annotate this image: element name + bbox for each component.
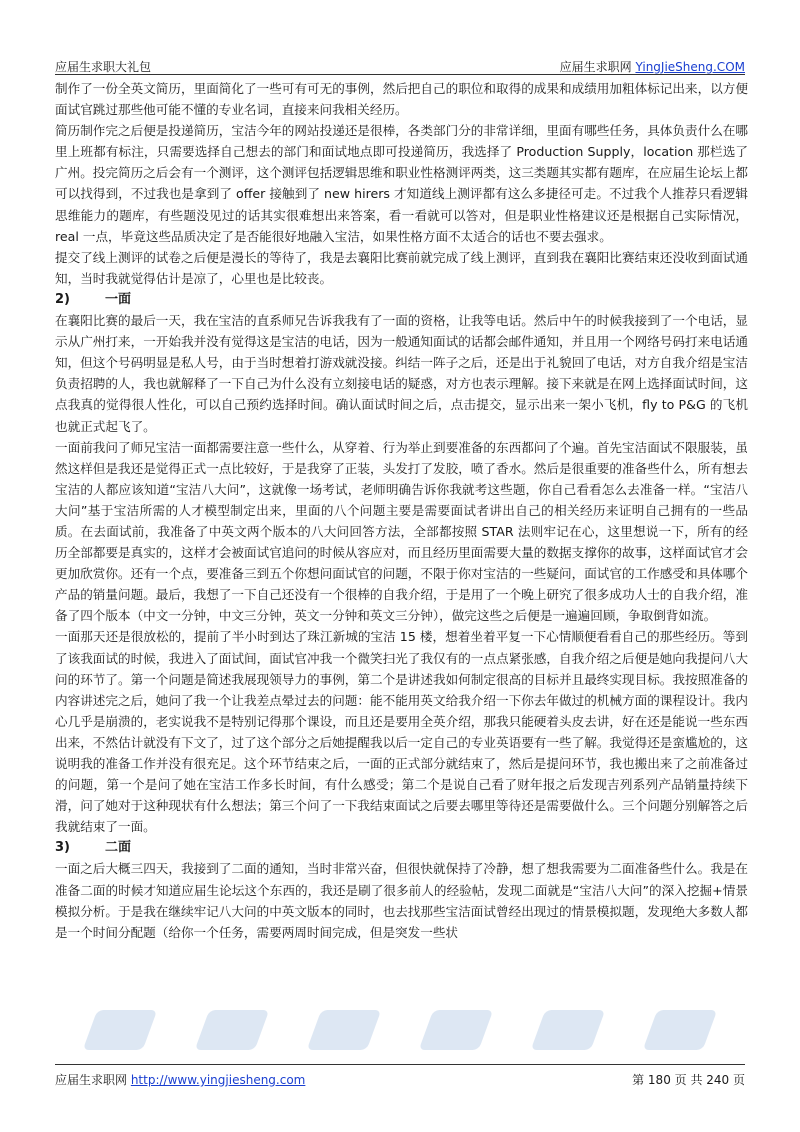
watermark-icon [419,1010,494,1050]
footer-site-label: 应届生求职网 [55,1073,131,1087]
paragraph: 制作了一份全英文简历，里面简化了一些可有可无的事例，然后把自己的职位和取得的成果和成绩用加粗体标记出来，以方便面试官跳过那些他可能不懂的专业名词，直接来问我相关经历。 [55,81,748,118]
paragraph: 一面之后大概三四天，我接到了二面的通知，当时非常兴奋，但很快就保持了冷静，想了想我需要为二面准备些什么。我是在准备二面的时候才知道应届生论坛这个东西的，我还是刷了很多前人的经验帖，发现二面就是“宝洁八大问”的深入挖掘+情景模拟分析。于是我在继续牢记八大问的中英文版本的同时，也去找那些宝洁面试曾经出现过的情景模拟题，发现绝大多数人都是一个时间分配题（给你一个任务，需要两周时间完成，但是突发一些状 [55,861,748,940]
watermark-icon [83,1010,158,1050]
footer-site-link[interactable]: http://www.yingjiesheng.com [130,1073,306,1087]
section-heading-first-interview [55,289,748,310]
watermark-icon [531,1010,606,1050]
watermark-icon [195,1010,270,1050]
header-site [560,58,745,75]
section-title: 一面 [105,291,132,307]
section-number: 3) [55,840,70,856]
footer-site [55,1071,305,1088]
section-title: 二面 [105,840,132,856]
watermark-icon [307,1010,382,1050]
paragraph: 提交了线上测评的试卷之后便是漫长的等待了，我是去襄阳比赛前就完成了线上测评，直到我在襄阳比赛结束还没收到面试通知，当时我就觉得估计是凉了，心里也是比较丧。 [55,249,748,286]
header-title: 应届生求职大礼包 [55,60,152,74]
section-number: 2) [55,291,70,307]
page-header [55,54,745,75]
section-heading-second-interview [55,837,748,858]
paragraph: 一面前我问了师兄宝洁一面都需要注意一些什么，从穿着、行为举止到要准备的东西都问了个遍。首先宝洁面试不限服装，虽然这样但是我还是觉得正式一点比较好，于是我穿了正装，头发打了发胶，喷了香水。然后是很重要的准备些什么，所有想去宝洁的人都应该知道“宝洁八大问”，这就像一场考试，老师明确告诉你我就考这些题，你自己看看怎么去准备一样。“宝洁八大问”基于宝洁所需的人才模型制定出来，里面的八个问题主要是需要面试者讲出自己的相关经历来证明自己拥有的一些品质。在去面试前，我准备了中英文两个版本的八大问回答方法，全部都按照 STAR 法则牢记在心，这里想说一下，所有的经历全部都要是真实的，这样才会被面试官追问的时候从容应对，而且经历里面需要大量的数据支撑你的故事，这样面试官才会更加欣赏你。还有一个点，要准备三到五个你想问面试官的问题，不限于你对宝洁的一些疑问，面试官的工作感受和具体哪个产品的销量问题。最后，我想了一下自己还没有一个很棒的自我介绍，于是用了一个晚上研究了很多成功人士的自我介绍，准备了四个版本（中文一分钟，中文三分钟，英文一分钟和英文三分钟），做完这些之后便是一遍遍回顾，争取倒背如流。 [55,439,748,624]
paragraph: 在襄阳比赛的最后一天，我在宝洁的直系师兄告诉我我有了一面的资格，让我等电话。然后中午的时候我接到了一个电话，显示从广州打来，一开始我并没有觉得这是宝洁的电话，因为一般通知面试的话都会邮件通知，并且用一个网络号码打来电话通知，但这个号码明显是私人号，由于当时想着打游戏就没接。纠结一阵子之后，还是出于礼貌回了电话，对方自我介绍是宝洁负责招聘的人，我也就解释了一下自己为什么没有立刻接电话的疑惑，对方也表示理解。接下来就是在网上选择面试时间，这点我真的觉得很人性化，可以自己预约选择时间。确认面试时间之后，点击提交，显示出来一架小飞机，fly to P&G 的飞机也就正式起飞了。 [55,313,748,434]
watermark-icon [643,1010,718,1050]
paragraph: 简历制作完之后便是投递简历，宝洁今年的网站投递还是很棒，各类部门分的非常详细，里面有哪些任务，具体负责什么在哪里上班都有标注，只需要选择自己想去的部门和面试地点即可投递简历，我选择了 Production Supply，location 那栏选了广州。投完简历之后会有一个测评，这个测评包括逻辑思维和职业性格测评两类，这三类题其实都有题库，在应届生论坛上都可以找得到，不过我也是拿到了 offer 接触到了 new hirers 才知道线上测评都有这么多捷径可走。不过我个人推荐只看逻辑思维能力的题库，有些题没见过的话其实很难想出来答案，看一看就可以答对，但是职业性格建议还是根据自己实际情况，real 一点，毕竟这些品质决定了是否能很好地融入宝洁，如果性格方面不太适合的话也不要去强求。 [55,123,748,244]
page-footer [55,1064,745,1085]
paragraph: 一面那天还是很放松的，提前了半小时到达了珠江新城的宝洁 15 楼，想着坐着平复一下心情顺便看看自己的那些经历。等到了该我面试的时候，我进入了面试间，面试官冲我一个微笑扫光了我仅有的一点点紧张感，自我介绍之后便是她向我提问八大问的环节了。第一个问题是简述我展现领导力的事例，第二个是讲述我如何制定很高的目标并且最终实现目标。我按照准备的内容讲述完之后，她问了我一个让我差点晕过去的问题：能不能用英文给我介绍一下你去年做过的机械方面的课程设计。我内心几乎是崩溃的，老实说我不是特别记得那个课设，而且还是要用全英介绍，那我只能硬着头皮去讲，好在还是能说一些东西出来，不然估计就没有下文了，过了这个部分之后她提醒我以后一定自己的专业英语要有一些了解。我觉得还是蛮尴尬的，这说明我的准备工作并没有很充足。这个环节结束之后，一面的正式部分就结束了，然后是提问环节，我也搬出来了之前准备过的问题，第一个是问了她在宝洁工作多长时间，有什么感受；第二个是说自己看了财年报之后发现吉列系列产品销量持续下滑，问了她对于这种现状有什么想法；第三个问了一下我结束面试之后要去哪里等待还是需要做什么。三个问题分别解答之后我就结束了一面。 [55,629,748,835]
page-number: 第 180 页 共 240 页 [632,1073,745,1087]
document-body [55,78,748,943]
watermark-logos [90,1010,710,1070]
header-site-label: 应届生求职网 [559,60,636,74]
header-site-link[interactable]: YingJieSheng.COM [635,60,745,74]
